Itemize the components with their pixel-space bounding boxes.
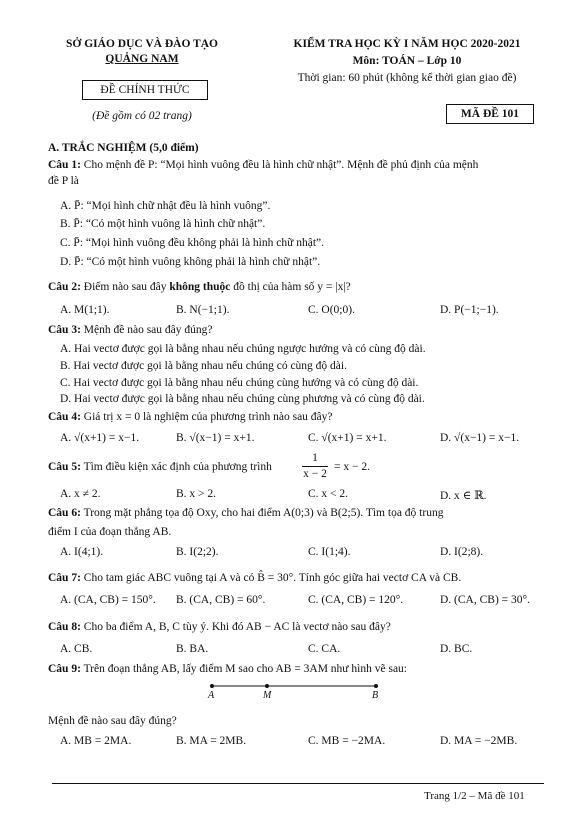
q5-option-b[interactable]: B. x > 2. bbox=[176, 488, 217, 500]
q5-fraction-numerator: 1 bbox=[312, 452, 318, 464]
q1-label: Câu 1: bbox=[48, 159, 81, 171]
q4-label: Câu 4: bbox=[48, 411, 81, 423]
q6-option-c[interactable]: C. I(1;4). bbox=[308, 546, 351, 558]
q5-fraction-bar bbox=[302, 466, 328, 467]
q5-option-d[interactable]: D. x ∈ ℝ. bbox=[440, 490, 487, 502]
exam-time: Thời gian: 60 phút (không kể thời gian giao đề) bbox=[297, 72, 517, 84]
q5-fraction-denominator: x − 2 bbox=[303, 468, 327, 480]
q8-label: Câu 8: bbox=[48, 621, 81, 633]
q4-option-a[interactable]: A. √(x+1) = x−1. bbox=[60, 432, 140, 444]
q6-option-a[interactable]: A. I(4;1). bbox=[60, 546, 104, 558]
q9-label: Câu 9: bbox=[48, 663, 81, 675]
province-name: QUẢNG NAM bbox=[105, 53, 179, 65]
q4-option-c[interactable]: C. √(x+1) = x+1. bbox=[308, 432, 387, 444]
q3-stem: Câu 3: Mệnh đề nào sau đây đúng? bbox=[48, 324, 213, 336]
label-point-m: M bbox=[263, 690, 272, 701]
q8-stem: Câu 8: Cho ba điểm A, B, C tùy ý. Khi đó AB − AC là vectơ nào sau đây? bbox=[48, 621, 391, 633]
pages-note: (Đề gồm có 02 trang) bbox=[92, 110, 192, 122]
q2-option-b[interactable]: B. N(−1;1). bbox=[176, 304, 230, 316]
q4-option-b[interactable]: B. √(x−1) = x+1. bbox=[176, 432, 255, 444]
q9-question: Mệnh đề nào sau đây đúng? bbox=[48, 715, 177, 727]
q7-label: Câu 7: bbox=[48, 572, 81, 584]
q2-stem: Câu 2: Điểm nào sau đây không thuộc đồ thị của hàm số y = |x|? bbox=[48, 281, 351, 293]
q2-option-a[interactable]: A. M(1;1). bbox=[60, 304, 110, 316]
segment-figure bbox=[200, 678, 390, 708]
q5-stem-tail: = x − 2. bbox=[334, 461, 370, 473]
point-m bbox=[265, 684, 269, 688]
department-name: SỞ GIÁO DỤC VÀ ĐÀO TẠO bbox=[66, 38, 218, 50]
exam-title: KIỂM TRA HỌC KỲ I NĂM HỌC 2020-2021 bbox=[293, 38, 521, 50]
q1-option-a[interactable]: A. P̄: “Mọi hình chữ nhật đều là hình vuông”. bbox=[60, 200, 271, 212]
q7-option-d[interactable]: D. (CA, CB) = 30°. bbox=[440, 594, 530, 606]
q4-stem: Câu 4: Giá trị x = 0 là nghiệm của phương trình nào sau đây? bbox=[48, 411, 333, 423]
point-b bbox=[374, 684, 378, 688]
section-title: A. TRẮC NGHIỆM (5,0 điểm) bbox=[48, 142, 199, 154]
q6-option-d[interactable]: D. I(2;8). bbox=[440, 546, 484, 558]
q3-option-a[interactable]: A. Hai vectơ được gọi là bằng nhau nếu chúng ngược hướng và có cùng độ dài. bbox=[60, 343, 426, 355]
q3-option-d[interactable]: D. Hai vectơ được gọi là bằng nhau nếu chúng cùng phương và có cùng độ dài. bbox=[60, 393, 425, 405]
q8-option-a[interactable]: A. CB. bbox=[60, 643, 93, 655]
q9-option-d[interactable]: D. MA = −2MB. bbox=[440, 735, 518, 747]
q6-option-b[interactable]: B. I(2;2). bbox=[176, 546, 219, 558]
q9-option-b[interactable]: B. MA = 2MB. bbox=[176, 735, 247, 747]
q2-option-d[interactable]: D. P(−1;−1). bbox=[440, 304, 499, 316]
exam-subject: Môn: TOÁN – Lớp 10 bbox=[352, 55, 462, 67]
q9-option-c[interactable]: C. MB = −2MA. bbox=[308, 735, 386, 747]
q5-label: Câu 5: bbox=[48, 461, 81, 473]
q7-option-a[interactable]: A. (CA, CB) = 150°. bbox=[60, 594, 156, 606]
footer-rule bbox=[52, 783, 544, 784]
q1-stem-line1: Câu 1: Cho mệnh đề P: “Mọi hình vuông đều là hình chữ nhật”. Mệnh đề phủ định của mệnh bbox=[48, 159, 479, 171]
q5-option-a[interactable]: A. x ≠ 2. bbox=[60, 488, 101, 500]
q7-option-b[interactable]: B. (CA, CB) = 60°. bbox=[176, 594, 266, 606]
q5-option-c[interactable]: C. x < 2. bbox=[308, 488, 349, 500]
q5-stem: Câu 5: Tìm điều kiện xác định của phương trình bbox=[48, 461, 272, 473]
q8-option-b[interactable]: B. BA. bbox=[176, 643, 209, 655]
q1-option-c[interactable]: C. P̄: “Mọi hình vuông đều không phải là hình chữ nhật”. bbox=[60, 237, 324, 249]
exam-code-badge: MÃ ĐỀ 101 bbox=[446, 104, 534, 124]
q2-label: Câu 2: bbox=[48, 281, 81, 293]
point-a bbox=[210, 684, 214, 688]
official-badge: ĐỀ CHÍNH THỨC bbox=[82, 80, 208, 100]
q8-option-d[interactable]: D. BC. bbox=[440, 643, 473, 655]
q3-label: Câu 3: bbox=[48, 324, 81, 336]
q4-option-d[interactable]: D. √(x−1) = x−1. bbox=[440, 432, 520, 444]
q7-option-c[interactable]: C. (CA, CB) = 120°. bbox=[308, 594, 404, 606]
label-point-a: A bbox=[208, 690, 215, 701]
q1-stem-line2: đề P là bbox=[48, 175, 79, 187]
q2-option-c[interactable]: C. O(0;0). bbox=[308, 304, 355, 316]
q6-label: Câu 6: bbox=[48, 507, 81, 519]
q6-stem-line2: điểm I của đoạn thẳng AB. bbox=[48, 526, 172, 538]
q3-option-c[interactable]: C. Hai vectơ được gọi là bằng nhau nếu chúng cùng hướng và có cùng độ dài. bbox=[60, 377, 419, 389]
q7-stem: Câu 7: Cho tam giác ABC vuông tại A và có B̂ = 30°. Tính góc giữa hai vectơ CA và CB. bbox=[48, 572, 462, 584]
q3-option-b[interactable]: B. Hai vectơ được gọi là bằng nhau nếu chúng có cùng độ dài. bbox=[60, 360, 347, 372]
q6-stem-line1: Câu 6: Trong mặt phẳng tọa độ Oxy, cho hai điểm A(0;3) và B(2;5). Tìm tọa độ trung bbox=[48, 507, 444, 519]
label-point-b: B bbox=[372, 690, 379, 701]
page-footer: Trang 1/2 – Mã đề 101 bbox=[424, 790, 525, 802]
q1-option-d[interactable]: D. P̄: “Có một hình vuông không phải là hình chữ nhật”. bbox=[60, 256, 321, 268]
q9-stem: Câu 9: Trên đoạn thẳng AB, lấy điểm M sao cho AB = 3AM như hình vẽ sau: bbox=[48, 663, 407, 675]
q1-option-b[interactable]: B. P̄: “Có một hình vuông là hình chữ nhật”. bbox=[60, 218, 266, 230]
q9-option-a[interactable]: A. MB = 2MA. bbox=[60, 735, 132, 747]
q8-option-c[interactable]: C. CA. bbox=[308, 643, 341, 655]
